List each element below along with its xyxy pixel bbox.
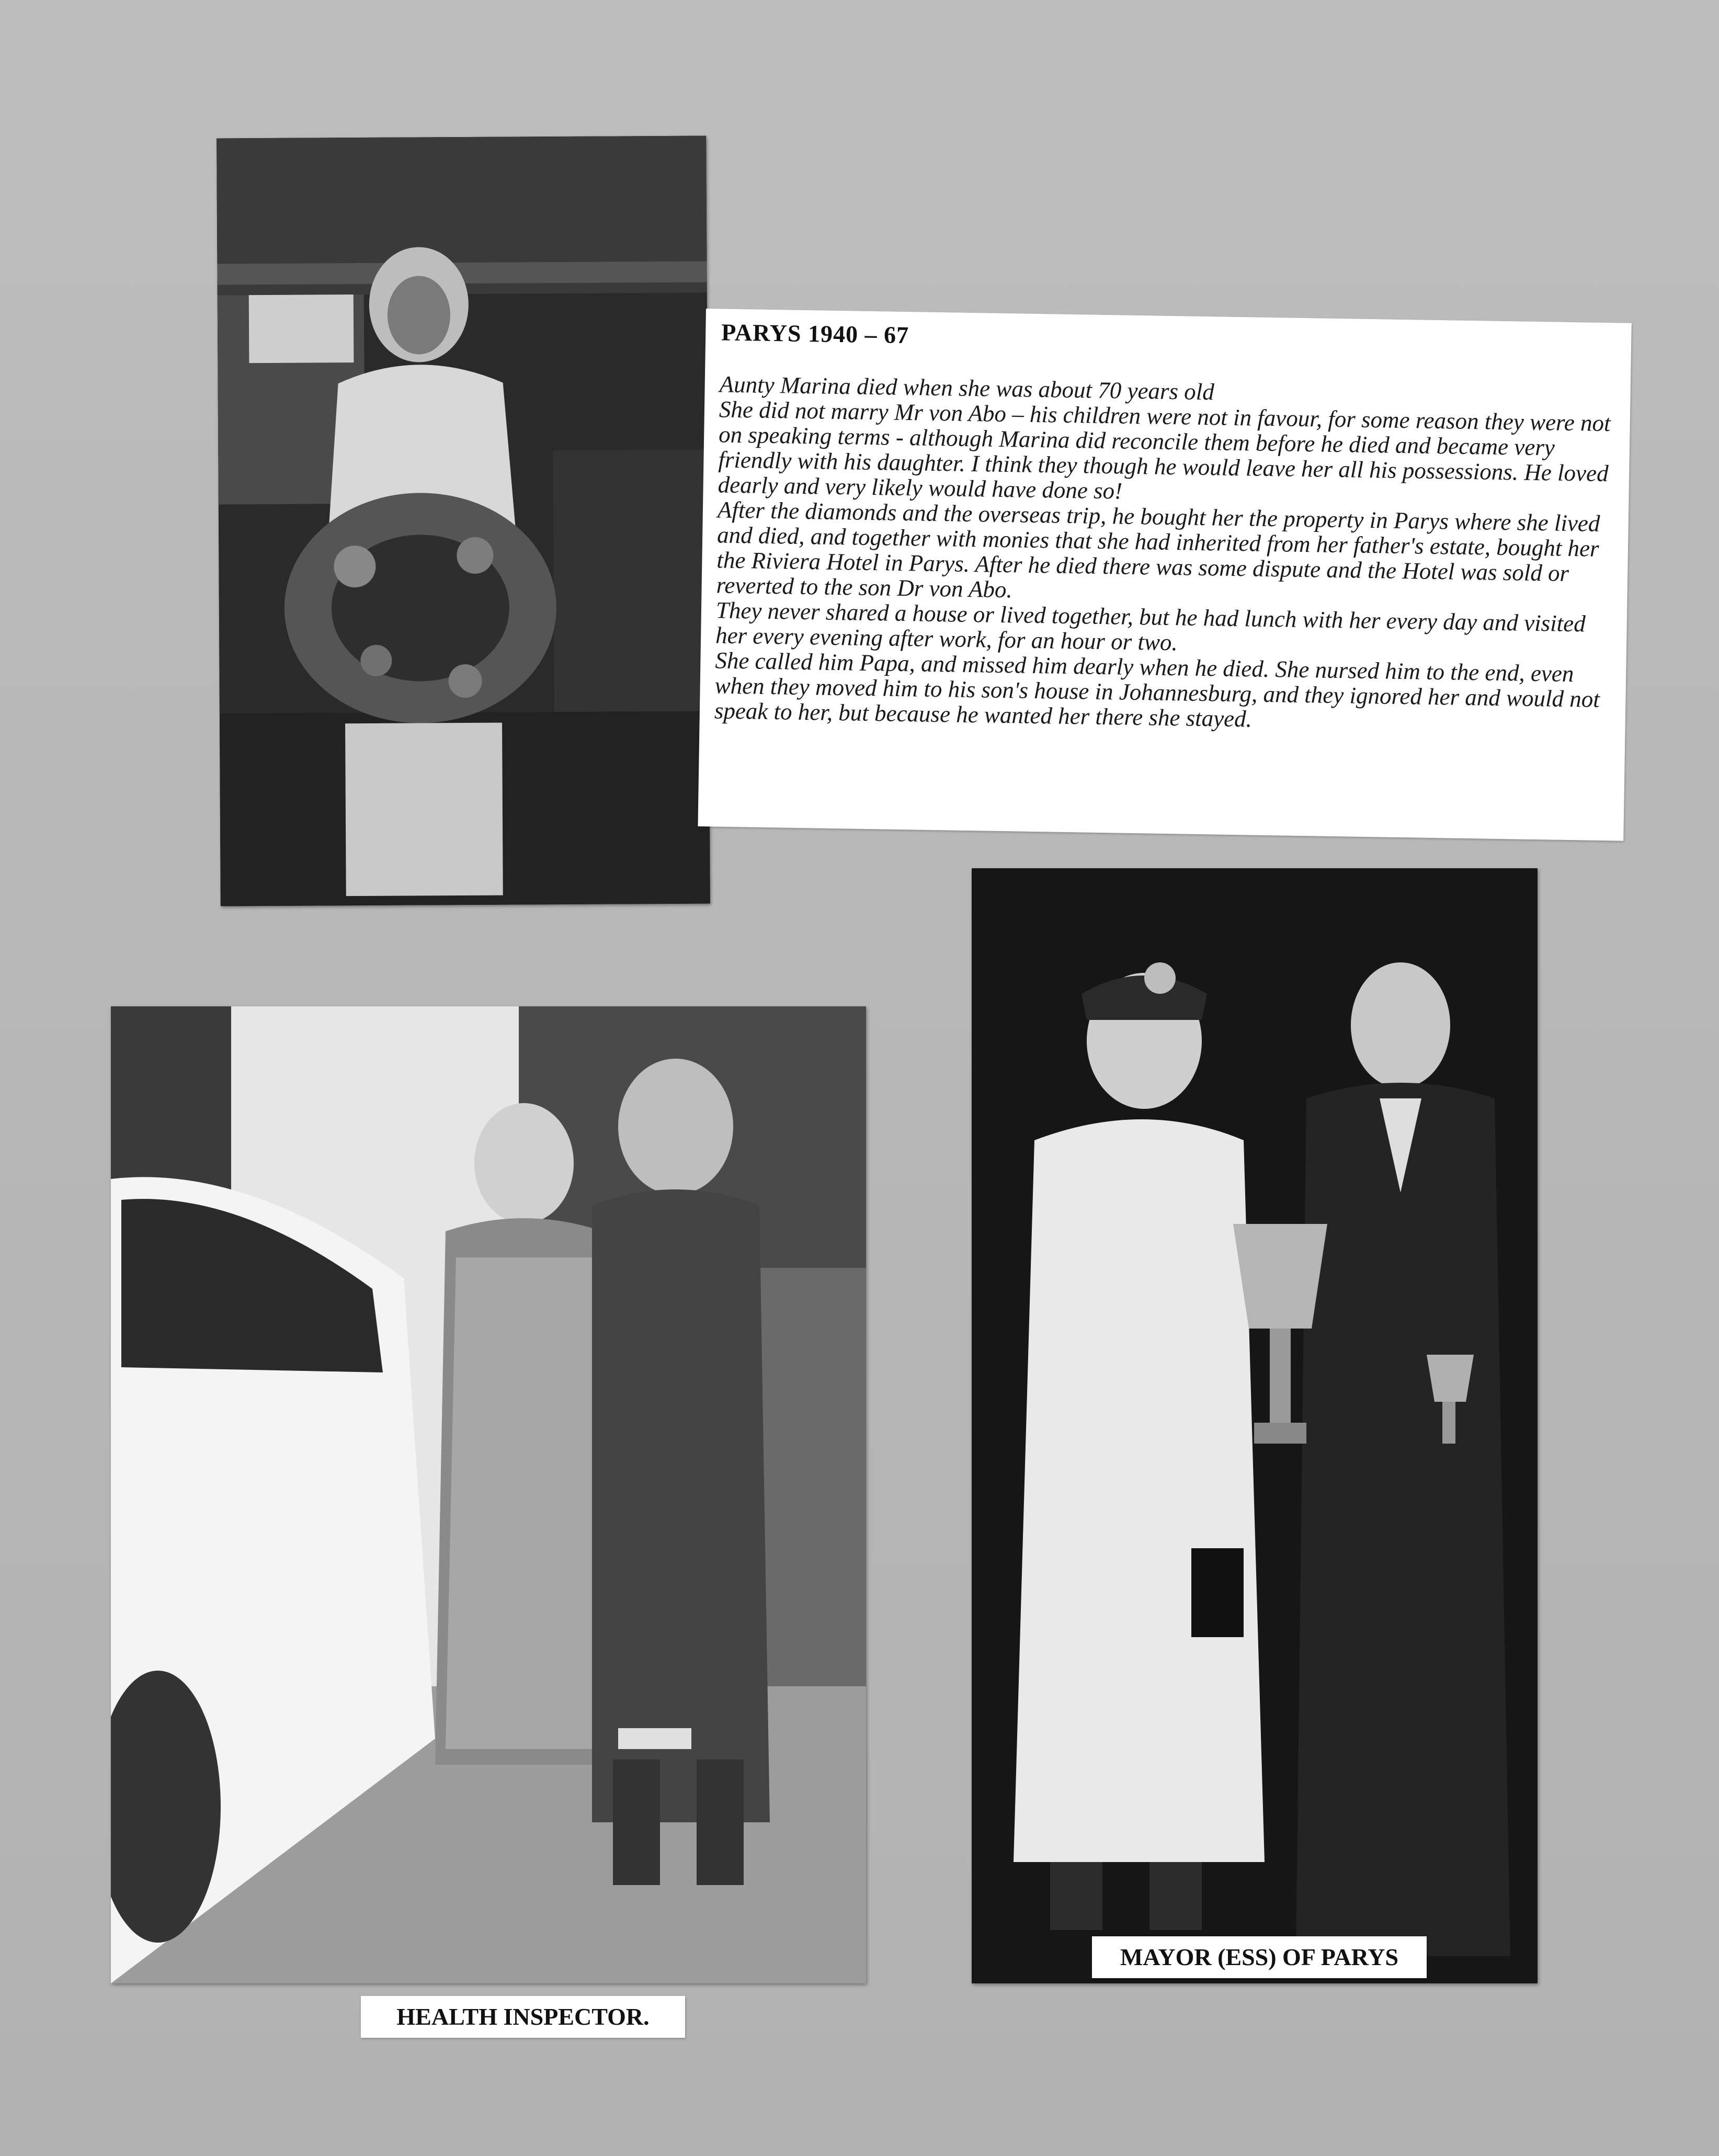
story-clipping — [698, 309, 1631, 841]
story-paragraph: Aunty Marina died when she was about 70 years old — [719, 371, 1215, 405]
story-heading: PARYS 1940 – 67 — [721, 319, 909, 349]
photo-woman-with-wreath — [217, 136, 710, 906]
caption-mayor-of-parys: MAYOR (ESS) OF PARYS — [1092, 1936, 1427, 1978]
story-paragraph: They never shared a house or lived together, but he had lunch with her every day and visited her every evening after work, for an hour or two. — [715, 597, 1586, 656]
story-paragraph: She did not marry Mr von Abo – his children were not in favour, for some reason they were not on speaking terms - although Marina did reconcile them before he died and became very friendly with his daughter. I think they though he would leave her all his possessions. He loved dearly and very likely would have done so! — [718, 396, 1611, 504]
story-paragraph: She called him Papa, and missed him dearly when he died. She nursed him to the end, even when they moved him to his son's house in Johannesburg, and they ignored her and would not speak to her, but because he wanted her there she stayed. — [714, 647, 1600, 732]
story-body — [714, 371, 1619, 737]
story-paragraph: After the diamonds and the overseas trip, he bought her the property in Parys where she lived and died, and together with monies that she had inherited from her father's estate, bought her the Riviera Hotel in Parys. After he died there was some dispute and the Hotel was sold or reverted to the son Dr von Abo. — [716, 496, 1600, 603]
caption-health-inspector: HEALTH INSPECTOR. — [361, 1996, 685, 2038]
photo-couple-by-car — [111, 1006, 866, 1983]
photo-couple-with-trophies — [972, 868, 1538, 1983]
